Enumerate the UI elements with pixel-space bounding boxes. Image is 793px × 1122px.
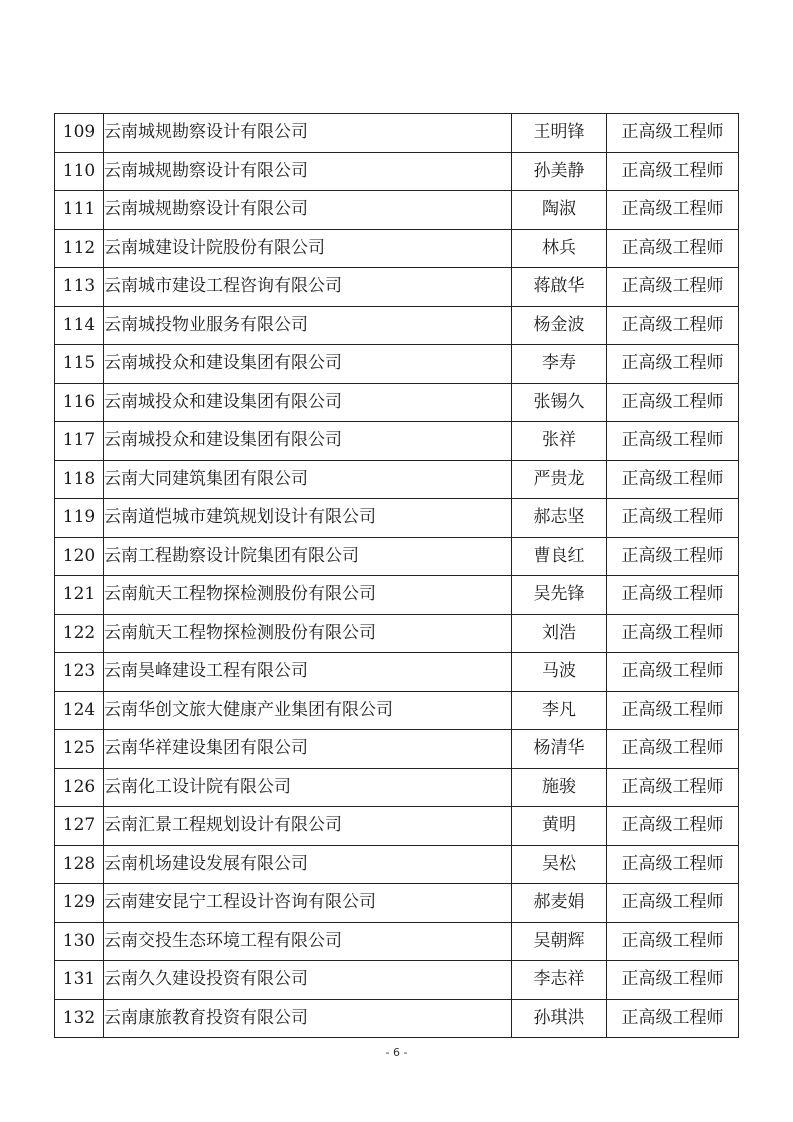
row-number-cell: 114 xyxy=(55,306,104,345)
person-name-cell: 林兵 xyxy=(512,229,607,268)
row-number-cell: 130 xyxy=(55,922,104,961)
person-name-cell: 严贵龙 xyxy=(512,460,607,499)
row-number-cell: 109 xyxy=(55,114,104,153)
table-row xyxy=(55,345,739,384)
row-number-cell: 117 xyxy=(55,422,104,461)
person-name-cell: 李志祥 xyxy=(512,961,607,1000)
job-title-cell: 正高级工程师 xyxy=(607,499,739,538)
person-name-cell: 吴朝辉 xyxy=(512,922,607,961)
company-name-cell: 云南化工设计院有限公司 xyxy=(104,768,512,807)
job-title-cell: 正高级工程师 xyxy=(607,460,739,499)
job-title-cell: 正高级工程师 xyxy=(607,845,739,884)
person-name-cell: 杨金波 xyxy=(512,306,607,345)
company-name-cell: 云南华祥建设集团有限公司 xyxy=(104,730,512,769)
table-row xyxy=(55,383,739,422)
table-row xyxy=(55,653,739,692)
roster-table xyxy=(54,113,739,1038)
company-name-cell: 云南昊峰建设工程有限公司 xyxy=(104,653,512,692)
row-number-cell: 128 xyxy=(55,845,104,884)
row-number-cell: 120 xyxy=(55,537,104,576)
company-name-cell: 云南城规勘察设计有限公司 xyxy=(104,191,512,230)
table-row xyxy=(55,268,739,307)
job-title-cell: 正高级工程师 xyxy=(607,537,739,576)
row-number-cell: 127 xyxy=(55,807,104,846)
company-name-cell: 云南汇景工程规划设计有限公司 xyxy=(104,807,512,846)
page-number: - 6 - xyxy=(385,1046,408,1059)
person-name-cell: 马波 xyxy=(512,653,607,692)
person-name-cell: 孙琪洪 xyxy=(512,999,607,1038)
job-title-cell: 正高级工程师 xyxy=(607,576,739,615)
job-title-cell: 正高级工程师 xyxy=(607,306,739,345)
person-name-cell: 陶淑 xyxy=(512,191,607,230)
person-name-cell: 王明锋 xyxy=(512,114,607,153)
table-row xyxy=(55,576,739,615)
job-title-cell: 正高级工程师 xyxy=(607,691,739,730)
row-number-cell: 125 xyxy=(55,730,104,769)
job-title-cell: 正高级工程师 xyxy=(607,922,739,961)
person-name-cell: 郝志坚 xyxy=(512,499,607,538)
company-name-cell: 云南航天工程物探检测股份有限公司 xyxy=(104,614,512,653)
row-number-cell: 118 xyxy=(55,460,104,499)
job-title-cell: 正高级工程师 xyxy=(607,999,739,1038)
row-number-cell: 129 xyxy=(55,884,104,923)
table-row xyxy=(55,537,739,576)
company-name-cell: 云南航天工程物探检测股份有限公司 xyxy=(104,576,512,615)
job-title-cell: 正高级工程师 xyxy=(607,884,739,923)
row-number-cell: 122 xyxy=(55,614,104,653)
row-number-cell: 123 xyxy=(55,653,104,692)
table-row xyxy=(55,614,739,653)
row-number-cell: 110 xyxy=(55,152,104,191)
company-name-cell: 云南华创文旅大健康产业集团有限公司 xyxy=(104,691,512,730)
row-number-cell: 111 xyxy=(55,191,104,230)
company-name-cell: 云南城投众和建设集团有限公司 xyxy=(104,422,512,461)
person-name-cell: 郝麦娟 xyxy=(512,884,607,923)
table-row xyxy=(55,229,739,268)
company-name-cell: 云南机场建设发展有限公司 xyxy=(104,845,512,884)
company-name-cell: 云南城规勘察设计有限公司 xyxy=(104,114,512,153)
row-number-cell: 112 xyxy=(55,229,104,268)
table-row xyxy=(55,768,739,807)
table-row xyxy=(55,807,739,846)
table-row xyxy=(55,884,739,923)
job-title-cell: 正高级工程师 xyxy=(607,383,739,422)
job-title-cell: 正高级工程师 xyxy=(607,229,739,268)
company-name-cell: 云南建安昆宁工程设计咨询有限公司 xyxy=(104,884,512,923)
company-name-cell: 云南道恺城市建筑规划设计有限公司 xyxy=(104,499,512,538)
table-row xyxy=(55,691,739,730)
row-number-cell: 131 xyxy=(55,961,104,1000)
company-name-cell: 云南城投物业服务有限公司 xyxy=(104,306,512,345)
job-title-cell: 正高级工程师 xyxy=(607,730,739,769)
row-number-cell: 115 xyxy=(55,345,104,384)
table-row xyxy=(55,422,739,461)
table-row xyxy=(55,114,739,153)
company-name-cell: 云南大同建筑集团有限公司 xyxy=(104,460,512,499)
company-name-cell: 云南城建设计院股份有限公司 xyxy=(104,229,512,268)
person-name-cell: 曹良红 xyxy=(512,537,607,576)
company-name-cell: 云南城市建设工程咨询有限公司 xyxy=(104,268,512,307)
person-name-cell: 蒋啟华 xyxy=(512,268,607,307)
row-number-cell: 124 xyxy=(55,691,104,730)
person-name-cell: 孙美静 xyxy=(512,152,607,191)
job-title-cell: 正高级工程师 xyxy=(607,422,739,461)
person-name-cell: 吴先锋 xyxy=(512,576,607,615)
table-row xyxy=(55,922,739,961)
job-title-cell: 正高级工程师 xyxy=(607,961,739,1000)
table-row xyxy=(55,191,739,230)
table-row xyxy=(55,999,739,1038)
person-name-cell: 张祥 xyxy=(512,422,607,461)
row-number-cell: 119 xyxy=(55,499,104,538)
table-row xyxy=(55,499,739,538)
person-name-cell: 刘浩 xyxy=(512,614,607,653)
row-number-cell: 113 xyxy=(55,268,104,307)
company-name-cell: 云南城投众和建设集团有限公司 xyxy=(104,345,512,384)
table-row xyxy=(55,460,739,499)
row-number-cell: 132 xyxy=(55,999,104,1038)
roster-table-body xyxy=(55,114,739,1038)
row-number-cell: 121 xyxy=(55,576,104,615)
table-row xyxy=(55,961,739,1000)
company-name-cell: 云南康旅教育投资有限公司 xyxy=(104,999,512,1038)
company-name-cell: 云南交投生态环境工程有限公司 xyxy=(104,922,512,961)
row-number-cell: 126 xyxy=(55,768,104,807)
job-title-cell: 正高级工程师 xyxy=(607,807,739,846)
company-name-cell: 云南城规勘察设计有限公司 xyxy=(104,152,512,191)
table-row xyxy=(55,152,739,191)
job-title-cell: 正高级工程师 xyxy=(607,114,739,153)
job-title-cell: 正高级工程师 xyxy=(607,152,739,191)
company-name-cell: 云南久久建设投资有限公司 xyxy=(104,961,512,1000)
job-title-cell: 正高级工程师 xyxy=(607,653,739,692)
job-title-cell: 正高级工程师 xyxy=(607,768,739,807)
company-name-cell: 云南城投众和建设集团有限公司 xyxy=(104,383,512,422)
person-name-cell: 施骏 xyxy=(512,768,607,807)
job-title-cell: 正高级工程师 xyxy=(607,268,739,307)
company-name-cell: 云南工程勘察设计院集团有限公司 xyxy=(104,537,512,576)
table-row xyxy=(55,306,739,345)
person-name-cell: 张锡久 xyxy=(512,383,607,422)
person-name-cell: 杨清华 xyxy=(512,730,607,769)
job-title-cell: 正高级工程师 xyxy=(607,614,739,653)
table-row xyxy=(55,845,739,884)
table-row xyxy=(55,730,739,769)
person-name-cell: 李寿 xyxy=(512,345,607,384)
person-name-cell: 黄明 xyxy=(512,807,607,846)
row-number-cell: 116 xyxy=(55,383,104,422)
person-name-cell: 吴松 xyxy=(512,845,607,884)
person-name-cell: 李凡 xyxy=(512,691,607,730)
job-title-cell: 正高级工程师 xyxy=(607,191,739,230)
job-title-cell: 正高级工程师 xyxy=(607,345,739,384)
